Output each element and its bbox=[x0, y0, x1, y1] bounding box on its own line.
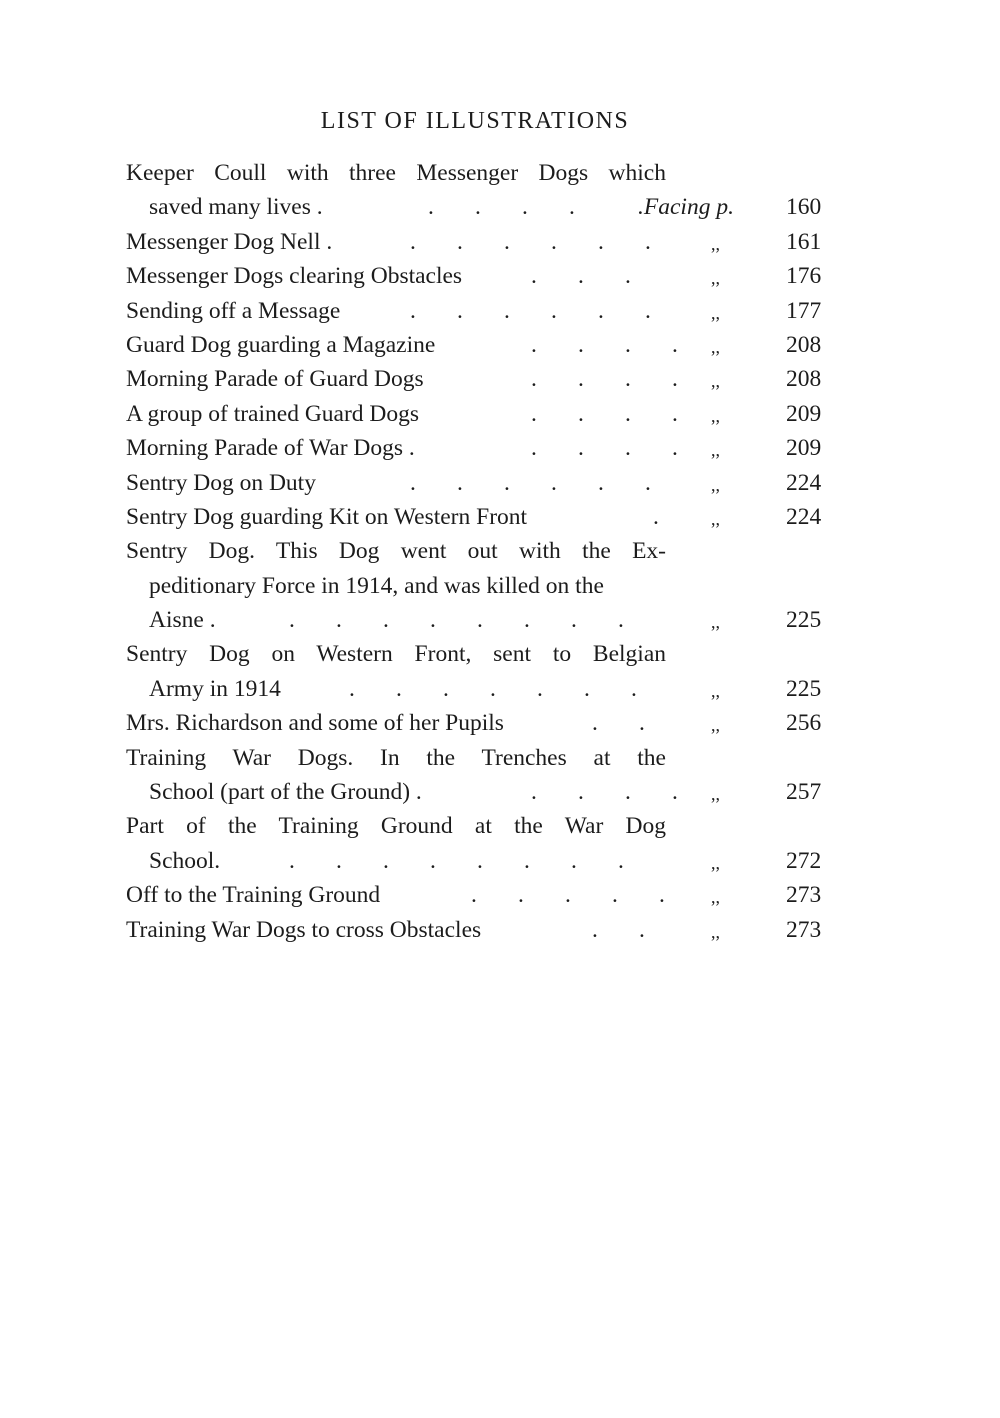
entry-title: Mrs. Richardson and some of her Pupils bbox=[126, 710, 504, 737]
facing-page-label: .Facing p. bbox=[638, 194, 734, 221]
ditto-mark: ,, bbox=[711, 371, 720, 392]
page-number: 177 bbox=[786, 297, 822, 324]
list-item bbox=[126, 431, 826, 465]
list-item bbox=[126, 466, 826, 500]
list-item bbox=[126, 878, 826, 912]
entry-title: Guard Dog guarding a Magazine bbox=[126, 331, 436, 358]
entry-title: Training War Dogs. In the Trenches at the bbox=[126, 744, 666, 771]
list-item bbox=[126, 362, 826, 396]
ditto-mark: ,, bbox=[711, 784, 720, 805]
list-item bbox=[126, 328, 826, 362]
ditto-mark: ,, bbox=[711, 680, 720, 701]
ditto-mark: ,, bbox=[711, 268, 720, 289]
entry-title: Sentry Dog on Western Front, sent to Belgian bbox=[126, 641, 666, 668]
entry-title: Training War Dogs to cross Obstacles bbox=[126, 916, 482, 943]
list-item bbox=[126, 809, 826, 843]
page-number: 224 bbox=[786, 469, 822, 496]
ditto-mark: ,, bbox=[711, 921, 720, 942]
leader-dots: . . . . . . bbox=[410, 297, 651, 324]
page-number: 176 bbox=[786, 263, 822, 290]
ditto-mark: ,, bbox=[711, 852, 720, 873]
leader-dots: . . . . bbox=[531, 435, 678, 462]
entry-title: Messenger Dogs clearing Obstacles bbox=[126, 263, 463, 290]
list-item bbox=[126, 603, 826, 637]
entry-title: Army in 1914 bbox=[149, 675, 281, 702]
entry-title: Off to the Training Ground bbox=[126, 882, 381, 909]
illustrations-list bbox=[126, 156, 826, 947]
entry-title: Morning Parade of Guard Dogs bbox=[126, 366, 424, 393]
page-number: 225 bbox=[786, 607, 822, 634]
leader-dots: . . bbox=[592, 710, 645, 737]
leader-dots: . . bbox=[592, 916, 645, 943]
ditto-mark: ,, bbox=[711, 715, 720, 736]
entry-title: peditionary Force in 1914, and was killed on the bbox=[149, 572, 604, 599]
entry-title: Sentry Dog guarding Kit on Western Front bbox=[126, 503, 528, 530]
page-number: 161 bbox=[786, 228, 822, 255]
list-item bbox=[126, 397, 826, 431]
page-number: 224 bbox=[786, 503, 822, 530]
page-number: 208 bbox=[786, 366, 822, 393]
leader-dots: . . . . . . bbox=[410, 469, 651, 496]
list-item bbox=[126, 569, 826, 603]
entry-title: A group of trained Guard Dogs bbox=[126, 400, 420, 427]
entry-title: Messenger Dog Nell . bbox=[126, 228, 333, 255]
page-number: 209 bbox=[786, 435, 822, 462]
page-number: 273 bbox=[786, 882, 822, 909]
page-number: 256 bbox=[786, 710, 822, 737]
page-number: 209 bbox=[786, 400, 822, 427]
entry-title: School (part of the Ground) . bbox=[149, 779, 422, 806]
list-item bbox=[126, 672, 826, 706]
ditto-mark: ,, bbox=[711, 405, 720, 426]
list-item bbox=[126, 844, 826, 878]
leader-dots: . . . . bbox=[531, 331, 678, 358]
page-number: 257 bbox=[786, 779, 822, 806]
ditto-mark: ,, bbox=[711, 302, 720, 323]
leader-dots: . . . bbox=[531, 263, 631, 290]
entry-title: Sentry Dog. This Dog went out with the Ex- bbox=[126, 538, 666, 565]
page-number: 272 bbox=[786, 847, 822, 874]
page-number: 273 bbox=[786, 916, 822, 943]
leader-dots: . . . . bbox=[428, 194, 575, 221]
page-number: 160 bbox=[786, 194, 822, 221]
entry-title: Keeper Coull with three Messenger Dogs which bbox=[126, 160, 666, 186]
list-item bbox=[126, 259, 826, 293]
entry-title: Aisne . bbox=[149, 607, 216, 634]
leader-dots: . . . . . . . bbox=[349, 675, 637, 702]
list-item bbox=[126, 500, 826, 534]
ditto-mark: ,, bbox=[711, 440, 720, 461]
list-item bbox=[126, 534, 826, 568]
entry-title: School. bbox=[149, 847, 221, 874]
leader-dots: . . . . . bbox=[471, 882, 665, 909]
page-number: 208 bbox=[786, 331, 822, 358]
page-number: 225 bbox=[786, 675, 822, 702]
list-item bbox=[126, 225, 826, 259]
leader-dots: . . . . . . . . bbox=[289, 847, 624, 874]
list-item bbox=[126, 706, 826, 740]
ditto-mark: ,, bbox=[711, 233, 720, 254]
list-item bbox=[126, 190, 826, 224]
page-title: LIST OF ILLUSTRATIONS bbox=[320, 108, 630, 134]
list-item bbox=[126, 637, 826, 671]
ditto-mark: ,, bbox=[711, 474, 720, 495]
entry-title: Sending off a Message bbox=[126, 297, 341, 324]
list-item bbox=[126, 294, 826, 328]
leader-dots: . . . . bbox=[531, 779, 678, 806]
leader-dots: . bbox=[653, 503, 659, 530]
ditto-mark: ,, bbox=[711, 612, 720, 633]
leader-dots: . . . . bbox=[531, 400, 678, 427]
ditto-mark: ,, bbox=[711, 887, 720, 908]
list-item bbox=[126, 741, 826, 775]
entry-title: Morning Parade of War Dogs . bbox=[126, 435, 415, 462]
ditto-mark: ,, bbox=[711, 508, 720, 529]
list-item bbox=[126, 913, 826, 947]
entry-title: Sentry Dog on Duty bbox=[126, 469, 316, 496]
leader-dots: . . . . . . bbox=[410, 228, 651, 255]
leader-dots: . . . . bbox=[531, 366, 678, 393]
list-item bbox=[126, 156, 826, 190]
leader-dots: . . . . . . . . bbox=[289, 607, 624, 634]
list-item bbox=[126, 775, 826, 809]
entry-title: Part of the Training Ground at the War Dog bbox=[126, 813, 666, 840]
entry-title: saved many lives . bbox=[149, 194, 323, 221]
ditto-mark: ,, bbox=[711, 336, 720, 357]
